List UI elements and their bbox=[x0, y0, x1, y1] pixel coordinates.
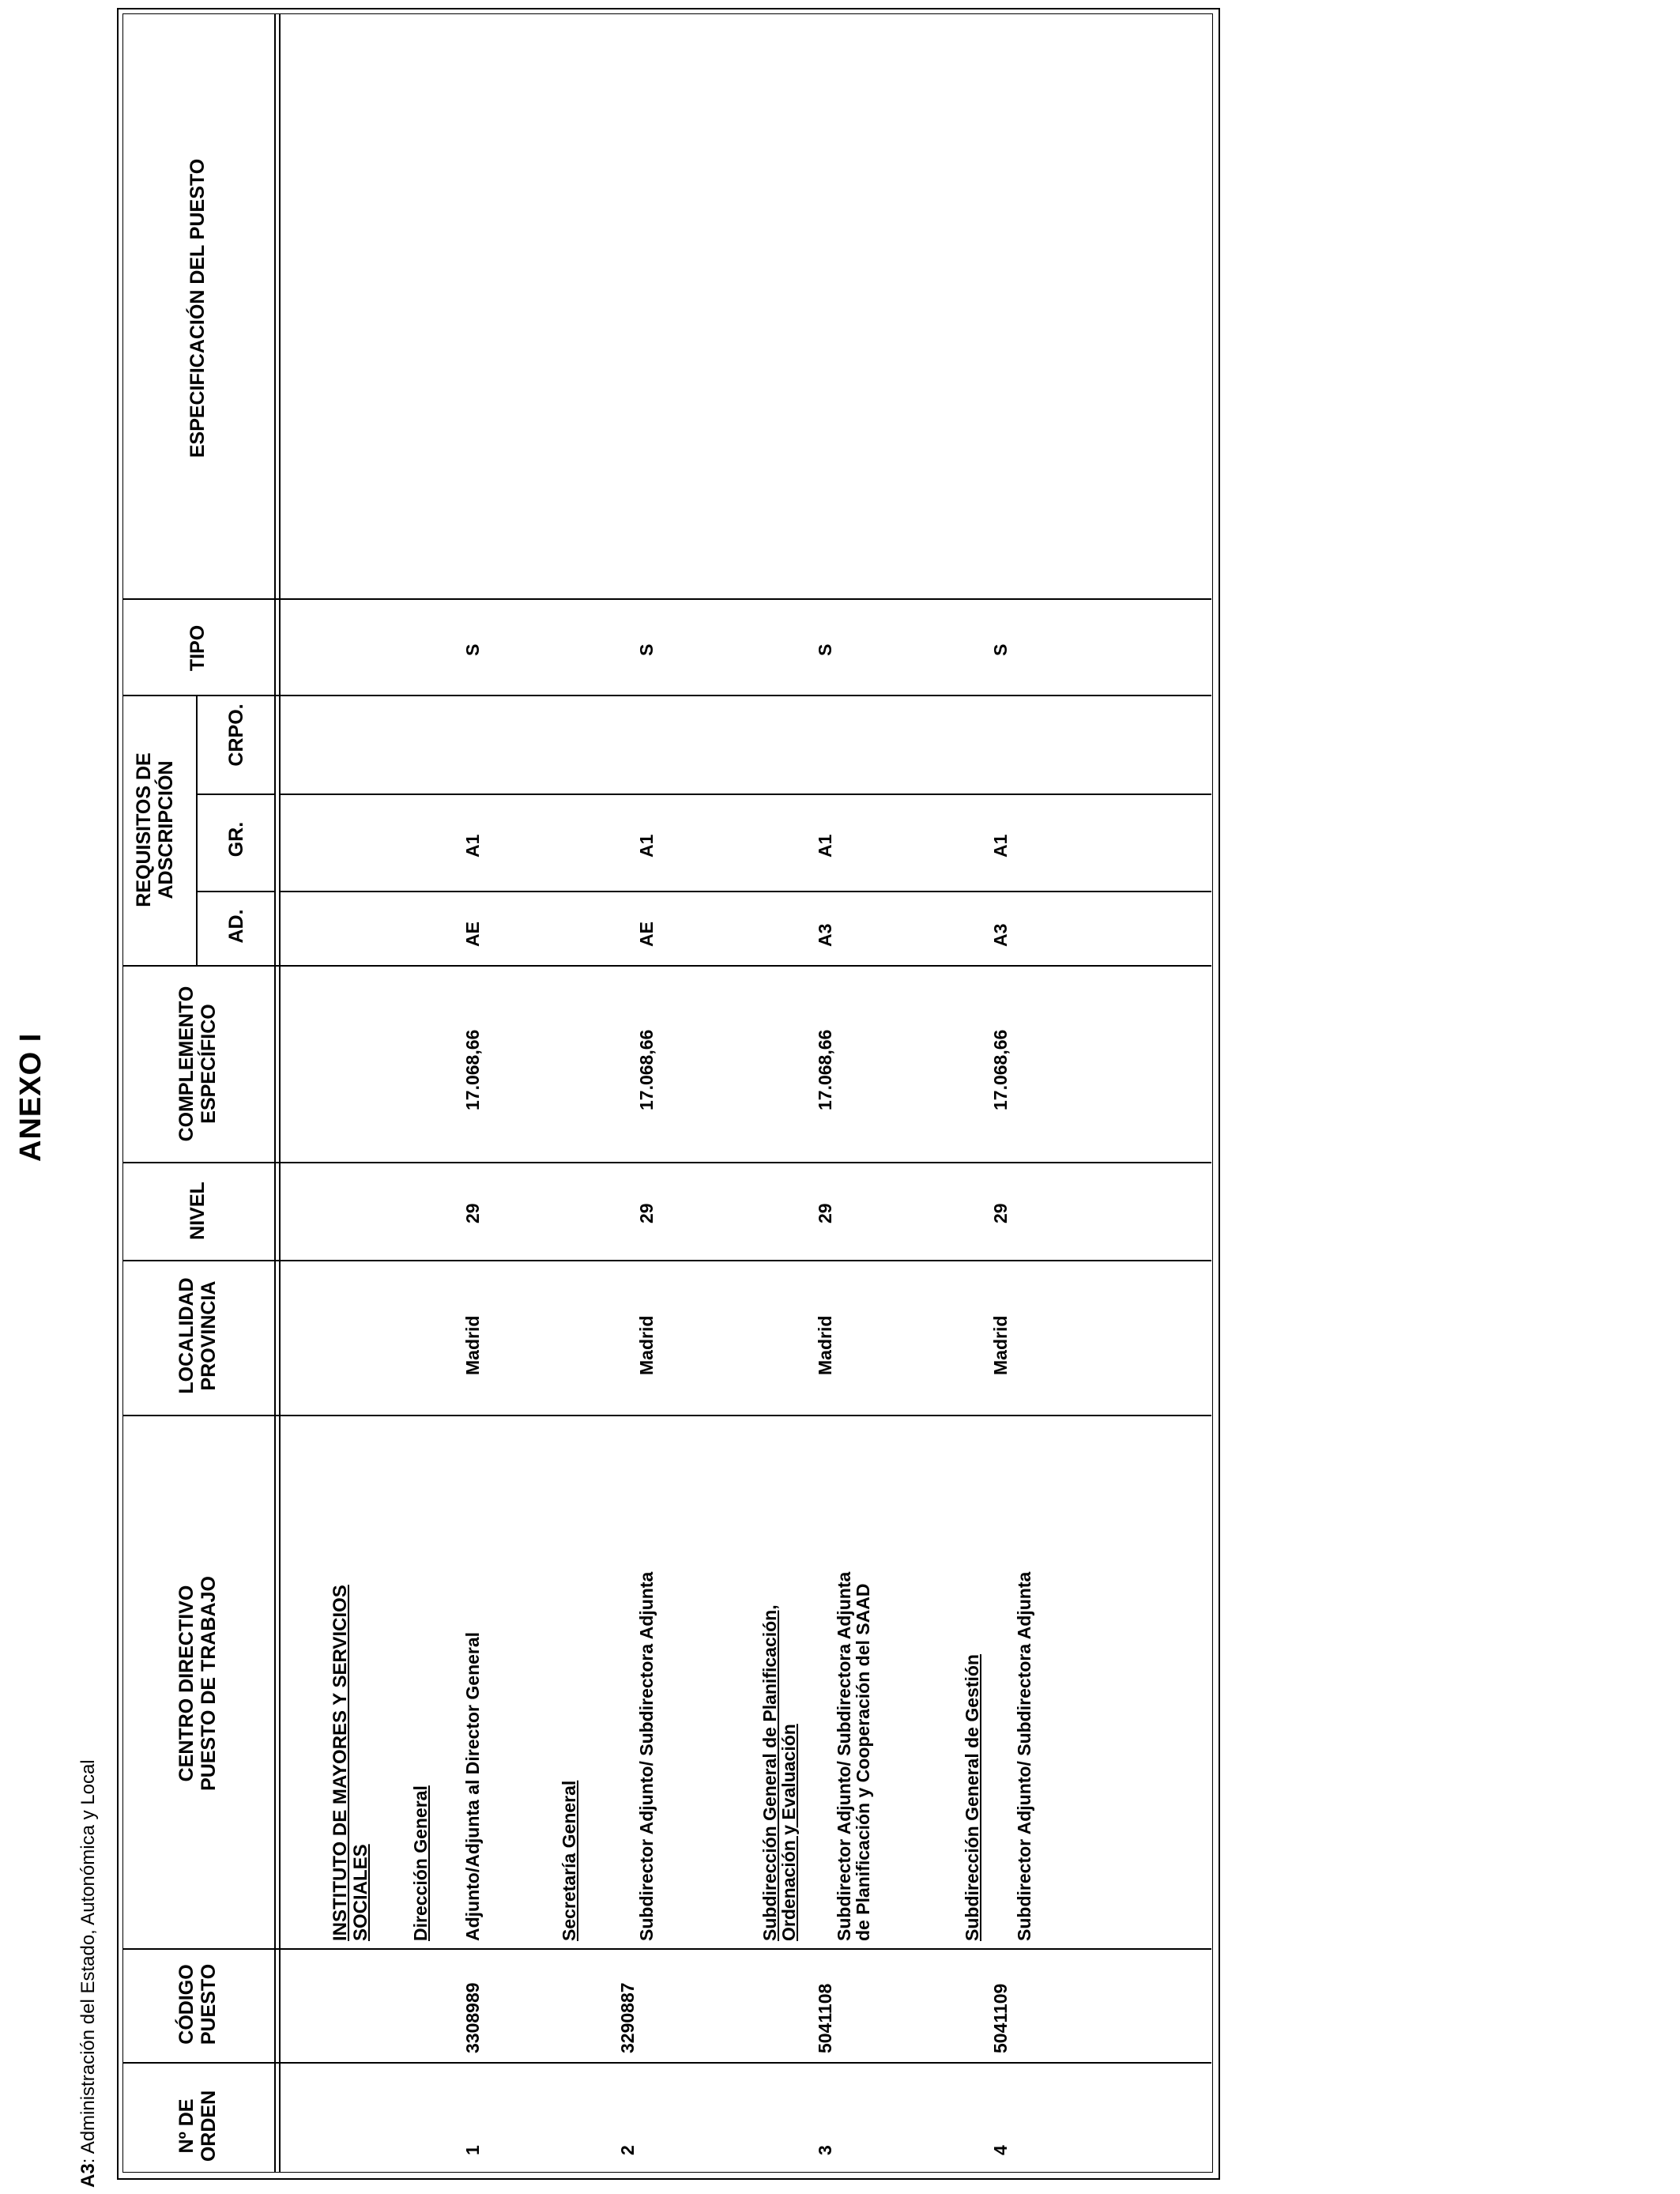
header-separator bbox=[274, 13, 276, 2173]
header-ad-text: AD. bbox=[225, 909, 247, 944]
row1-orden: 1 bbox=[462, 2145, 483, 2155]
header-especificacion bbox=[186, 142, 209, 474]
row3-puesto-line2: de Planificación y Cooperación del SAAD bbox=[853, 1583, 873, 1941]
row1-unit: Dirección General bbox=[410, 1785, 431, 1941]
row4-complemento: 17.068,66 bbox=[990, 1029, 1011, 1110]
col-border-localidad bbox=[122, 1415, 1211, 1416]
header-complemento-line2: ESPECÍFICO bbox=[198, 1004, 220, 1124]
header-complemento bbox=[175, 969, 220, 1159]
header-tipo-text: TIPO bbox=[186, 624, 209, 672]
header-nivel-text: NIVEL bbox=[186, 1182, 209, 1240]
header-codigo-line1: CÓDIGO bbox=[175, 1964, 198, 2045]
header-codigo-line2: PUESTO bbox=[198, 1963, 220, 2045]
row3-localidad: Madrid bbox=[815, 1315, 835, 1375]
row2-puesto: Subdirector Adjunto/ Subdirectora Adjunta bbox=[636, 1571, 657, 1941]
row1-ad: AE bbox=[462, 922, 483, 947]
header-requisitos-line2: ADSCRIPCIÓN bbox=[155, 760, 177, 899]
row1-codigo: 3308989 bbox=[462, 1982, 483, 2053]
row2-nivel: 29 bbox=[636, 1203, 657, 1223]
col-border-requisitos bbox=[122, 965, 1211, 967]
row4-gr: A1 bbox=[990, 834, 1011, 858]
row3-tipo: S bbox=[815, 643, 835, 656]
row3-orden: 3 bbox=[815, 2145, 835, 2155]
row4-localidad: Madrid bbox=[990, 1315, 1011, 1375]
row4-orden: 4 bbox=[990, 2145, 1011, 2155]
requisitos-body-gr-ad bbox=[281, 891, 1211, 892]
row4-nivel: 29 bbox=[990, 1203, 1011, 1223]
page-title: ANEXO I bbox=[14, 1032, 47, 1162]
col-border-tipo bbox=[122, 695, 1211, 696]
unit-heading-line2: SOCIALES bbox=[350, 1844, 371, 1941]
header-crpo-text: CRPO. bbox=[225, 703, 247, 767]
requisitos-col-crpo-gr bbox=[196, 794, 275, 795]
col-border-centro bbox=[122, 1948, 1211, 1950]
requisitos-body-crpo-gr bbox=[281, 794, 1211, 795]
header-centro-line2: PUESTO DE TRABAJO bbox=[198, 1576, 220, 1791]
header-centro-line1: CENTRO DIRECTIVO bbox=[175, 1585, 198, 1782]
unit-heading-line1: INSTITUTO DE MAYORES Y SERVICIOS bbox=[330, 1585, 351, 1941]
abbreviation-text: : Administración del Estado, Autonómica y Local bbox=[77, 1759, 99, 2164]
row1-puesto: Adjunto/Adjunta al Director General bbox=[462, 1631, 483, 1941]
row3-complemento: 17.068,66 bbox=[815, 1029, 835, 1110]
row2-unit: Secretaría General bbox=[559, 1780, 579, 1941]
abbreviation-code: A3 bbox=[77, 2163, 99, 2188]
row2-codigo: 3290887 bbox=[617, 1982, 638, 2053]
row1-complemento: 17.068,66 bbox=[462, 1029, 483, 1110]
col-border-nivel bbox=[122, 1260, 1211, 1261]
header-orden-line1: Nº DE bbox=[175, 2098, 198, 2154]
header-localidad-line2: PROVINCIA bbox=[198, 1280, 220, 1391]
requisitos-col-gr-ad bbox=[196, 891, 275, 892]
row3-puesto bbox=[834, 1572, 872, 1941]
header-gr-text: GR. bbox=[225, 821, 247, 858]
row4-codigo: 5041109 bbox=[990, 1983, 1011, 2053]
header-requisitos bbox=[133, 703, 177, 956]
header-complemento-line1: COMPLEMENTO bbox=[175, 986, 198, 1142]
header-orden-line2: ORDEN bbox=[198, 2090, 220, 2162]
row3-gr: A1 bbox=[815, 834, 835, 858]
header-nivel bbox=[186, 1167, 209, 1255]
row3-unit-line1: Subdirección General de Planificación, bbox=[759, 1604, 780, 1941]
header-separator-inner bbox=[279, 13, 281, 2173]
row2-complemento: 17.068,66 bbox=[636, 1029, 657, 1110]
row3-ad: A3 bbox=[815, 923, 835, 947]
header-ad bbox=[225, 896, 247, 956]
row1-tipo: S bbox=[462, 643, 483, 656]
header-codigo bbox=[175, 1953, 220, 2056]
row3-unit bbox=[760, 1604, 798, 1941]
header-requisitos-line1: REQUISITOS DE bbox=[133, 752, 155, 907]
row4-unit: Subdirección General de Gestión bbox=[962, 1654, 982, 1941]
table-inner-border bbox=[122, 13, 1213, 2173]
row1-gr: A1 bbox=[462, 834, 483, 858]
row4-puesto: Subdirector Adjunto/ Subdirectora Adjunta bbox=[1014, 1571, 1034, 1941]
row3-unit-line2: Ordenación y Evaluación bbox=[778, 1724, 799, 1941]
header-localidad-line1: LOCALIDAD bbox=[175, 1277, 198, 1394]
row4-ad: A3 bbox=[990, 923, 1011, 947]
header-tipo bbox=[186, 616, 209, 680]
header-localidad bbox=[175, 1265, 220, 1407]
row4-tipo: S bbox=[990, 643, 1011, 656]
row2-localidad: Madrid bbox=[636, 1315, 657, 1375]
abbreviation-note bbox=[77, 1759, 100, 2188]
header-crpo bbox=[225, 696, 247, 775]
row2-gr: A1 bbox=[636, 834, 657, 858]
header-gr bbox=[225, 809, 247, 869]
row2-orden: 2 bbox=[617, 2145, 638, 2155]
header-orden bbox=[175, 2083, 220, 2169]
row3-codigo: 5041108 bbox=[815, 1983, 835, 2053]
row3-puesto-line1: Subdirector Adjunto/ Subdirectora Adjunta bbox=[834, 1571, 854, 1941]
row3-nivel: 29 bbox=[815, 1203, 835, 1223]
unit-heading bbox=[330, 1585, 371, 1941]
requisitos-subheader-line bbox=[196, 695, 198, 967]
row2-tipo: S bbox=[636, 643, 657, 656]
col-border-complemento bbox=[122, 1162, 1211, 1163]
row1-nivel: 29 bbox=[462, 1203, 483, 1223]
header-especificacion-text: ESPECIFICACIÓN DEL PUESTO bbox=[186, 158, 209, 458]
row2-ad: AE bbox=[636, 922, 657, 947]
row1-localidad: Madrid bbox=[462, 1315, 483, 1375]
col-border-especificacion bbox=[122, 598, 1211, 600]
col-border-codigo bbox=[122, 2062, 1211, 2064]
header-centro bbox=[175, 1541, 220, 1826]
